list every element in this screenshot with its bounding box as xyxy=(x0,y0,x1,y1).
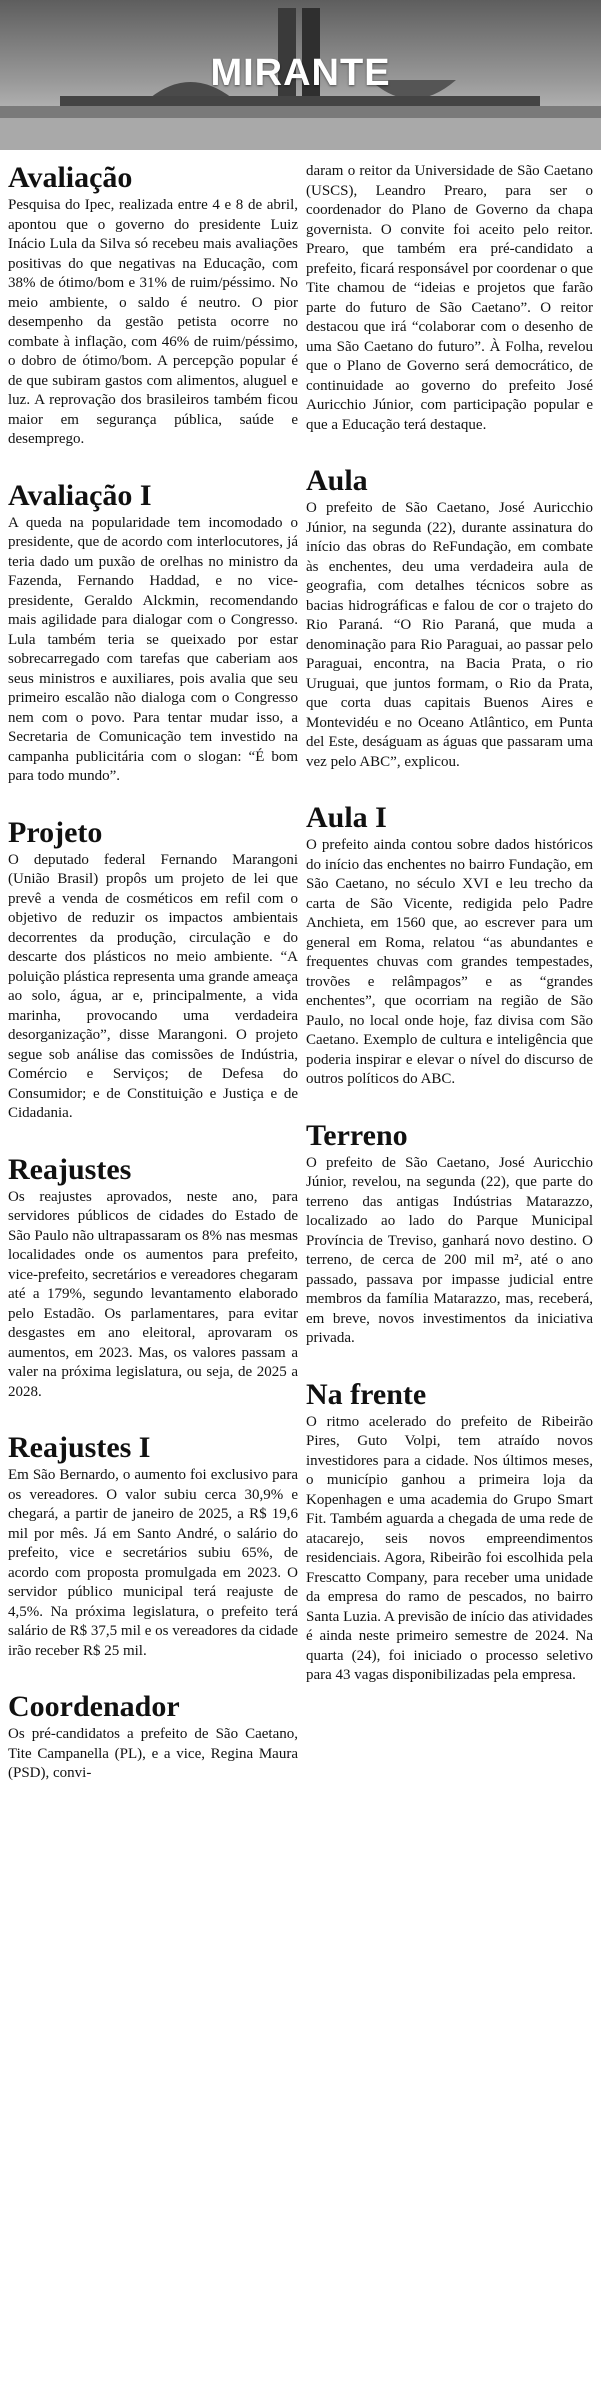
article-heading: Reajustes xyxy=(8,1152,132,1186)
article xyxy=(8,1691,298,1784)
article-text: A queda na popularidade tem incomodado o presidente, que de acordo com interlocutores, já teria dado um puxão de orelhas no ministro da Fazenda, Fernando Haddad, e no vice-presidente, Geraldo Alckmin, recomendando mais agilidade para dialogar com o Congresso. Lula também teria se queixado por estar sobrecarregado com tarefas que caberiam aos seus ministros e auxiliares, pois avalia que seu primeiro escalão não dialoga com o Congresso nem com o povo. Para tentar mudar isso, a Secretaria de Comunicação tem investido na campanha publicitária com o slogan: “É bom para todo mundo”. xyxy=(8,514,298,784)
article xyxy=(306,1120,593,1349)
article-heading: Terreno xyxy=(306,1118,408,1152)
article-text: O ritmo acelerado do prefeito de Ribeirão Pires, Guto Volpi, tem atraído novos investidores para a cidade. Nos últimos meses, o município ganhou a primeira loja da Kopenhagen e uma academia do Grupo Smart Fit. Também aguarda a chegada de uma rede de atacarejo, seis novos empreendimentos residenciais. Agora, Ribeirão foi escolhida pela Frescatto Company, para receber uma unidade da empresa do ramo de pescados, no bairro Santa Luzia. A previsão de início das atividades é ainda neste primeiro semestre de 2024. Na quarta (24), foi iniciado o processo seletivo para 43 vagas disponibilizadas pela empresa. xyxy=(306,1413,593,1683)
article xyxy=(306,465,593,772)
article-text: O deputado federal Fernando Marangoni (União Brasil) propôs um projeto de lei que prevê a venda de cosméticos em refil com o objetivo de reduzir os impactos ambientais decorrentes da produção, circulação e do descarte dos plásticos no meio ambiente. “A poluição plástica representa uma grande ameaça ao solo, água, ar e, principalmente, a vida marinha, provocando uma verdadeira desorganização”, disse Marangoni. O projeto segue sob análise das comissões de Indústria, Comércio e Serviços; de Defesa do Consumidor; e de Constituição e Justiça e de Cidadania. xyxy=(8,851,298,1121)
article xyxy=(306,802,593,1090)
article-heading: Na frente xyxy=(306,1377,427,1411)
article-heading: Aula xyxy=(306,464,368,497)
article-heading: Avaliação xyxy=(8,161,133,194)
column-title: MIRANTE xyxy=(210,52,391,94)
article-heading: Coordenador xyxy=(8,1690,180,1723)
article xyxy=(8,480,298,787)
article-text: O prefeito ainda contou sobre dados históricos do início das enchentes no bairro Fundação, em São Caetano, no século XVI e leu trecho da carta de São Vicente, redigida pelo Padre Anchieta, em 1560 que, ao escrever para um general em Roma, relatou “as abundantes e frequentes chuvas com grandes tempestades, trovões e relâmpagos” e as “grandes enchentes”, que ocorriam na região de São Paulo, no local onde hoje, faz divisa com São Caetano. Exemplo de cultura e inteligência que poderia inspirar e elevar o nível do discurso de outros políticos do ABC. xyxy=(306,837,593,1087)
article-heading: Reajustes I xyxy=(8,1431,151,1464)
article-text: O prefeito de São Caetano, José Auricchio Júnior, na segunda (22), durante assinatura do início das obras do ReFundação, em combate às enchentes, deu uma verdadeira aula de geografia, com detalhes técnicos sobre as bacias hidrográficas e falou de cor o trajeto do Rio Paraná. “O Rio Paraná, que muda a denominação para Rio Paraguai, ao passar pelo Paraguai, encontra, na Bacia Prata, o rio Uruguai, que juntos formam, o Rio da Prata, que corta duas capitais Buenos Aires e Montevidéu e no Oceano Atlântico, em Punta del Este, deságuam as águas que passaram uma vez pelo ABC”, explicou. xyxy=(306,500,593,770)
article-text: Em São Bernardo, o aumento foi exclusivo para os vereadores. O valor subiu cerca 30,9% e chegará, a partir de janeiro de 2025, a R$ 19,6 mil por mês. Já em Santo André, o salário do prefeito, vice e secretários subiu 65%, de acordo com proposta promulgada em 2023. O servidor público municipal terá reajuste de 4,5%. Na próxima legislatura, o prefeito terá salário de R$ 37,5 mil e os vereadores da cidade irão receber R$ 25 mil. xyxy=(8,1467,298,1659)
article-heading: Avaliação I xyxy=(8,478,152,512)
column-banner xyxy=(0,0,601,150)
article-heading: Projeto xyxy=(8,815,103,849)
article-text: Pesquisa do Ipec, realizada entre 4 e 8 de abril, apontou que o governo do presidente Luiz Inácio Lula da Silva só recebeu mais avaliações positivas do que negativas na Educação, com 38% de ótimo/bom e 31% de ruim/péssimo. No meio ambiente, o saldo é neutro. O pior desempenho da gestão petista ocorre no combate à inflação, com 46% de ruim/péssimo, o dobro de ótimo/bom. A percepção popular é de que subiram gastos com alimentos, aluguel e luz. A reprovação dos brasileiros também ficou maior em segurança pública, saúde e desemprego. xyxy=(8,197,298,447)
right-column xyxy=(306,162,593,1686)
article xyxy=(8,817,298,1124)
article-text: Os reajustes aprovados, neste ano, para servidores públicos de cidades do Estado de São Paulo não ultrapassaram os 8% nas mesmas localidades onde os aumentos para prefeito, vice-prefeito, secretários e vereadores chegaram até a 179%, segundo levantamento elaborado pelo Estadão. Os parlamentares, para evitar desgastes em ano eleitoral, aprovaram os aumentos, em 2023. Mas, os valores passam a valer na próxima legislatura, ou seja, de 2025 a 2028. xyxy=(8,1188,298,1400)
article-continuation xyxy=(306,162,593,435)
article-heading: Aula I xyxy=(306,801,387,834)
article xyxy=(8,1432,298,1661)
left-column xyxy=(8,162,298,1784)
article xyxy=(8,1154,298,1403)
article-text: Os pré-candidatos a prefeito de São Caetano, Tite Campanella (PL), e a vice, Regina Maura (PSD), convi- xyxy=(8,1726,298,1781)
article xyxy=(306,1379,593,1686)
article-text: O prefeito de São Caetano, José Auricchio Júnior, revelou, na segunda (22), que parte do terreno das antigas Indústrias Matarazzo, localizado ao lado do Parque Municipal Província de Treviso, ganhará novo destino. O terreno, de cerca de 200 mil m², até o ano passado, passava por impasse judicial entre membros da família Matarazzo, mas, receberá, em breve, novos investimentos da iniciativa privada. xyxy=(306,1154,593,1346)
article-text: daram o reitor da Universidade de São Caetano (USCS), Leandro Prearo, para ser o coordenador do Plano de Governo da chapa governista. O convite foi aceito pelo reitor. Prearo, que também era pré-candidato a prefeito, ficará responsável por coordenar o que Tite chamou de “ideias e projetos que farão parte do futuro de São Caetano”. O reitor destacou que irá “colaborar com o desenho de uma São Caetano do futuro”. À Folha, revelou que o Plano de Governo será democrático, de continuidade ao governo do prefeito José Auricchio Júnior, com participação popular e que a Educação terá destaque. xyxy=(306,163,593,433)
article xyxy=(8,162,298,450)
